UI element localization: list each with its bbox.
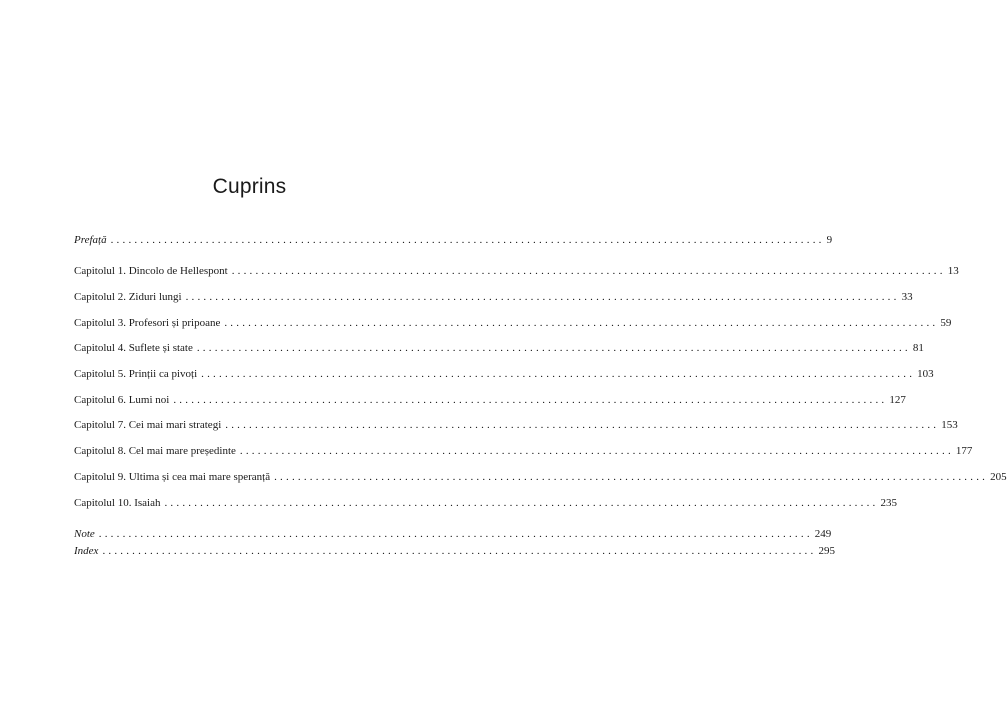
toc-entry-page: 249 [814,528,832,540]
toc-leader-dots: ........................................................................................................................ [98,528,813,540]
toc-entry-page: 205 [990,471,1007,483]
toc-entry-notes [74,527,832,541]
toc-leader-dots: ........................................................................................................................ [110,234,825,246]
toc-entry-label: Capitolul 3. Profesori și pripoane [74,317,221,329]
toc-entry-preface [74,233,833,247]
toc-leader-dots: ........................................................................................................................ [185,291,900,303]
toc-entry-label: Capitolul 4. Suflete și state [74,342,193,354]
toc-leader-dots: ........................................................................................................................ [239,445,954,457]
toc-entry-label: Capitolul 1. Dincolo de Hellespont [74,265,228,277]
toc-entry-label: Capitolul 5. Prinții ca pivoți [74,368,198,380]
toc-entry-index [74,544,835,558]
toc-leader-dots: ........................................................................................................................ [231,265,946,277]
toc-entry-page: 13 [947,265,959,277]
toc-leader-dots: ........................................................................................................................ [173,394,888,406]
toc-entry-page: 127 [889,394,906,406]
toc-leader-dots: ........................................................................................................................ [196,342,911,354]
toc-entry-page: 33 [901,291,913,303]
toc-leader-dots: ........................................................................................................................ [102,545,817,557]
toc-entry-chapter-3 [74,316,952,330]
toc-entry-chapter-5 [74,367,934,381]
toc-entry-chapter-4 [74,341,924,355]
toc-entry-page: 235 [880,497,897,509]
toc-entry-chapter-10 [74,496,897,510]
toc-entry-page: 177 [955,445,973,457]
toc-entry-label: Capitolul 2. Ziduri lungi [74,291,182,303]
toc-entry-label: Capitolul 7. Cei mai mari strategi [74,419,222,431]
toc-leader-dots: ........................................................................................................................ [225,419,940,431]
toc-entry-chapter-9 [74,470,1007,484]
toc-entry-label: Capitolul 6. Lumi noi [74,394,170,406]
toc-entry-label: Capitolul 9. Ultima și cea mai mare speranță [74,471,271,483]
toc-entry-chapter-2 [74,290,913,304]
toc-entry-chapter-7 [74,418,958,432]
toc-leader-dots: ........................................................................................................................ [274,471,989,483]
toc-entry-label: Capitolul 10. Isaiah [74,497,161,509]
toc-leader-dots: ........................................................................................................................ [224,317,939,329]
toc-entry-label: Capitolul 8. Cel mai mare președinte [74,445,236,457]
toc-entry-page: 153 [941,419,958,431]
toc-entry-page: 103 [917,368,934,380]
toc-entry-page: 81 [912,342,924,354]
toc-entry-page: 9 [826,234,833,246]
toc-entry-chapter-1 [74,264,959,278]
toc-entry-label: Note [74,528,95,540]
toc-entry-label: Index [74,545,99,557]
toc-leader-dots: ........................................................................................................................ [201,368,916,380]
toc-entry-chapter-6 [74,393,906,407]
toc-entry-chapter-8 [74,444,973,458]
toc-entry-label: Prefață [74,234,107,246]
page-title: Cuprins [212,175,287,198]
toc-leader-dots: ........................................................................................................................ [164,497,879,509]
table-of-contents [74,0,1007,719]
toc-entry-page: 59 [940,317,952,329]
toc-entry-page: 295 [818,545,835,557]
